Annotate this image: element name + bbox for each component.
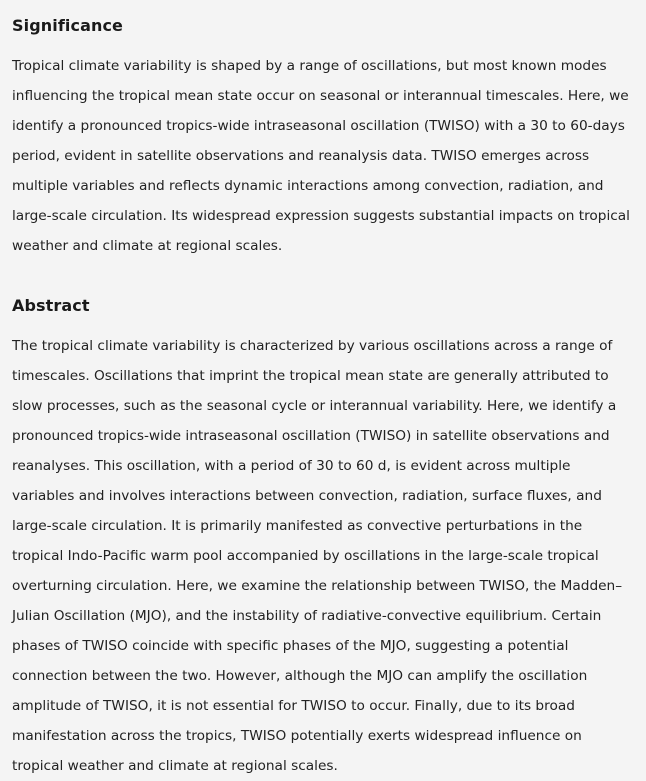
abstract-paragraph — [12, 331, 640, 781]
abstract-line: amplitude of TWISO, it is not essential for TWISO to occur. Finally, due to its broad — [12, 698, 575, 714]
significance-heading: Significance — [12, 16, 123, 35]
significance-paragraph — [12, 51, 640, 261]
abstract-line: The tropical climate variability is characterized by various oscillations across a range of — [12, 338, 613, 354]
significance-section — [12, 16, 640, 261]
abstract-line: variables and involves interactions between convection, radiation, surface fluxes, and — [12, 488, 602, 504]
abstract-line: pronounced tropics-wide intraseasonal oscillation (TWISO) in satellite observations and — [12, 428, 610, 444]
abstract-line: phases of TWISO coincide with specific phases of the MJO, suggesting a potential — [12, 638, 569, 654]
significance-line: weather and climate at regional scales. — [12, 238, 283, 254]
abstract-line: tropical Indo-Pacific warm pool accompanied by oscillations in the large-scale tropical — [12, 548, 599, 564]
abstract-line: manifestation across the tropics, TWISO potentially exerts widespread influence on — [12, 728, 582, 744]
abstract-line: reanalyses. This oscillation, with a period of 30 to 60 d, is evident across multiple — [12, 458, 571, 474]
abstract-line: large-scale circulation. It is primarily manifested as convective perturbations in the — [12, 518, 583, 534]
abstract-line: timescales. Oscillations that imprint the tropical mean state are generally attributed to — [12, 368, 609, 384]
significance-line: Tropical climate variability is shaped by a range of oscillations, but most known modes — [12, 58, 607, 74]
abstract-line: overturning circulation. Here, we examine the relationship between TWISO, the Madden– — [12, 578, 623, 594]
significance-line: multiple variables and reflects dynamic interactions among convection, radiation, and — [12, 178, 604, 194]
significance-line: identify a pronounced tropics-wide intraseasonal oscillation (TWISO) with a 30 to 60-days — [12, 118, 625, 134]
significance-line: period, evident in satellite observations and reanalysis data. TWISO emerges across — [12, 148, 590, 164]
abstract-section — [12, 296, 640, 781]
abstract-line: Julian Oscillation (MJO), and the instability of radiative-convective equilibrium. Certain — [12, 608, 602, 624]
abstract-line: slow processes, such as the seasonal cycle or interannual variability. Here, we identify a — [12, 398, 617, 414]
abstract-heading: Abstract — [12, 296, 90, 315]
significance-line: influencing the tropical mean state occur on seasonal or interannual timescales. Here, we — [12, 88, 629, 104]
abstract-line: connection between the two. However, although the MJO can amplify the oscillation — [12, 668, 588, 684]
abstract-line: tropical weather and climate at regional scales. — [12, 758, 338, 774]
significance-line: large-scale circulation. Its widespread expression suggests substantial impacts on tropical — [12, 208, 630, 224]
